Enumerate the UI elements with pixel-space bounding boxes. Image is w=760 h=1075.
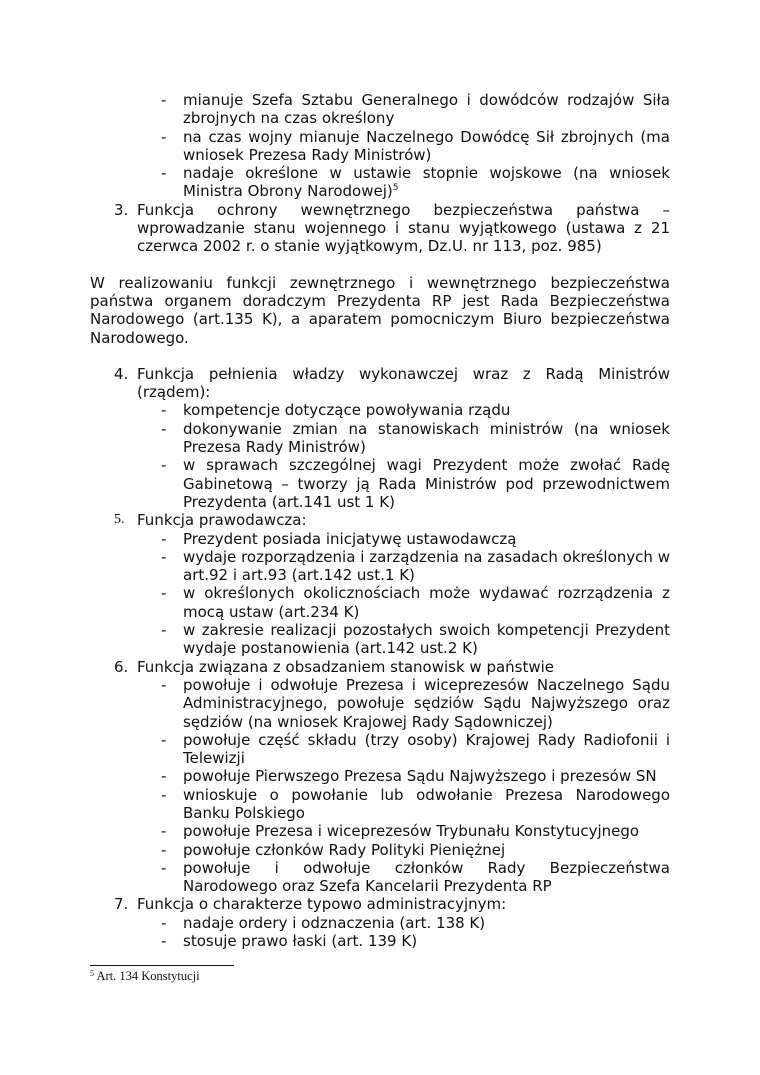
bullet-list [137,914,670,951]
dash-marker: - [161,127,167,146]
list-item [90,164,670,201]
bullet-text: Prezydent posiada inicjatywę ustawodawczą [183,529,517,548]
item-number: 6. [114,657,129,676]
list-item [137,584,670,621]
bullet-text: powołuje część składu (trzy osoby) Krajowej Rady Radiofonii i Telewizji [183,730,670,768]
dash-marker: - [161,419,167,438]
list-item [137,530,670,548]
item-title: Funkcja ochrony wewnętrznego bezpieczeństwa państwa – wprowadzanie stanu wojennego i stanu wyjątkowego (ustawa z 21 czerwca 2002 r. o stanie wyjątkowym, Dz.U. nr 113, poz. 985) [137,200,670,256]
item-number: 7. [114,895,129,914]
dash-marker: - [161,621,167,640]
item-title: Funkcja związana z obsadzaniem stanowisk w państwie [137,657,555,676]
bullet-text: powołuje członków Rady Polityki Pieniężnej [183,840,506,859]
footnote-number: 5 [90,969,94,978]
item-title: Funkcja pełnienia władzy wykonawczej wraz z Radą Ministrów (rządem): [137,364,670,402]
bullet-text: nadaje określone w ustawie stopnie wojskowe (na wniosek Ministra Obrony Narodowej) [183,164,670,201]
list-item [137,401,670,419]
bullet-text: powołuje i odwołuje członków Rady Bezpieczeństwa Narodowego oraz Szefa Kancelarii Prezydenta RP [183,858,670,896]
dash-marker: - [161,91,167,109]
list-item [137,621,670,658]
bullet-list [137,676,670,896]
numbered-item-6 [90,658,670,896]
bullet-text: mianuje Szefa Sztabu Generalnego i dowódców rodzajów Siła zbrojnych na czas określony [183,91,670,128]
numbered-item-4 [90,365,670,511]
bullet-text: w zakresie realizacji pozostałych swoich kompetencji Prezydent wydaje postanowienia (art.142 ust.2 K) [183,621,670,658]
list-item [90,128,670,165]
list-item [137,767,670,785]
footnote-text: Art. 134 Konstytucji [96,969,200,983]
list-item [137,420,670,457]
dash-marker: - [161,584,167,603]
list-item [137,456,670,511]
list-item [137,676,670,731]
numbered-item-3 [90,201,670,256]
bullet-text: na czas wojny mianuje Naczelnego Dowódcę Sił zbrojnych (ma wniosek Prezesa Rady Ministrów) [183,127,670,164]
list-item [137,841,670,859]
dash-marker: - [161,675,167,694]
bullet-text: stosuje prawo łaski (art. 139 K) [183,932,418,951]
dash-marker: - [161,840,167,859]
bullet-text: nadaje ordery i odznaczenia (art. 138 K) [183,913,486,932]
item-title: Funkcja o charakterze typowo administracyjnym: [137,895,507,914]
list-item [137,932,670,950]
dash-marker: - [161,164,167,183]
dash-marker: - [161,529,167,548]
dash-marker: - [161,401,167,420]
top-bullet-list [90,91,670,201]
dash-marker: - [161,932,167,951]
dash-marker: - [161,456,167,475]
footnote [90,969,200,984]
list-item [137,822,670,840]
dash-marker: - [161,858,167,877]
footnote-reference: 5 [392,183,399,194]
dash-marker: - [161,822,167,841]
item-number: 3. [114,200,129,219]
bullet-text: w sprawach szczególnej wagi Prezydent może zwołać Radę Gabinetową – tworzy ją Rada Ministrów pod przewodnictwem Prezydenta (art.141 ust 1 K) [183,456,670,511]
dash-marker: - [161,913,167,932]
bullet-list [137,401,670,511]
dash-marker: - [161,767,167,786]
item-title: Funkcja prawodawcza: [137,511,307,530]
list-item [137,914,670,932]
dash-marker: - [161,547,167,566]
bullet-text: dokonywanie zmian na stanowiskach ministrów (na wniosek Prezesa Rady Ministrów) [183,419,670,457]
item-number: 4. [114,364,129,383]
bullet-text: powołuje i odwołuje Prezesa i wiceprezesów Naczelnego Sądu Administracyjnego, powołuje sędziów Sądu Najwyższego oraz sędziów (na wniosek Krajowej Rady Sądowniczej) [183,675,670,731]
dash-marker: - [161,730,167,749]
document-body [90,91,670,950]
body-paragraph: W realizowaniu funkcji zewnętrznego i wewnętrznego bezpieczeństwa państwa organem doradczym Prezydenta RP jest Rada Bezpieczeństwa Narodowego (art.135 K), a aparatem pomocniczym Biuro bezpieczeństwa Narodowego. [90,273,670,347]
item-number: 5. [114,512,125,528]
bullet-text: w określonych okolicznościach może wydawać rozrządzenia z mocą ustaw (art.234 K) [183,584,670,621]
bullet-text: powołuje Prezesa i wiceprezesów Trybunału Konstytucyjnego [183,822,640,841]
bullet-text: kompetencje dotyczące powoływania rządu [183,401,511,420]
bullet-list [137,530,670,658]
list-item [90,91,670,128]
numbered-item-7 [90,895,670,950]
numbered-item-5 [90,511,670,657]
list-item [137,786,670,823]
bullet-text: wnioskuje o powołanie lub odwołanie Prezesa Narodowego Banku Polskiego [183,785,670,822]
bullet-text: wydaje rozporządzenia i zarządzenia na zasadach określonych w art.92 i art.93 (art.142 ust.1 K) [183,547,670,585]
list-item [137,731,670,768]
bullet-text: powołuje Pierwszego Prezesa Sądu Najwyższego i prezesów SN [183,767,657,786]
list-item [137,548,670,585]
list-item [137,859,670,896]
dash-marker: - [161,785,167,804]
footnote-separator [90,965,234,966]
